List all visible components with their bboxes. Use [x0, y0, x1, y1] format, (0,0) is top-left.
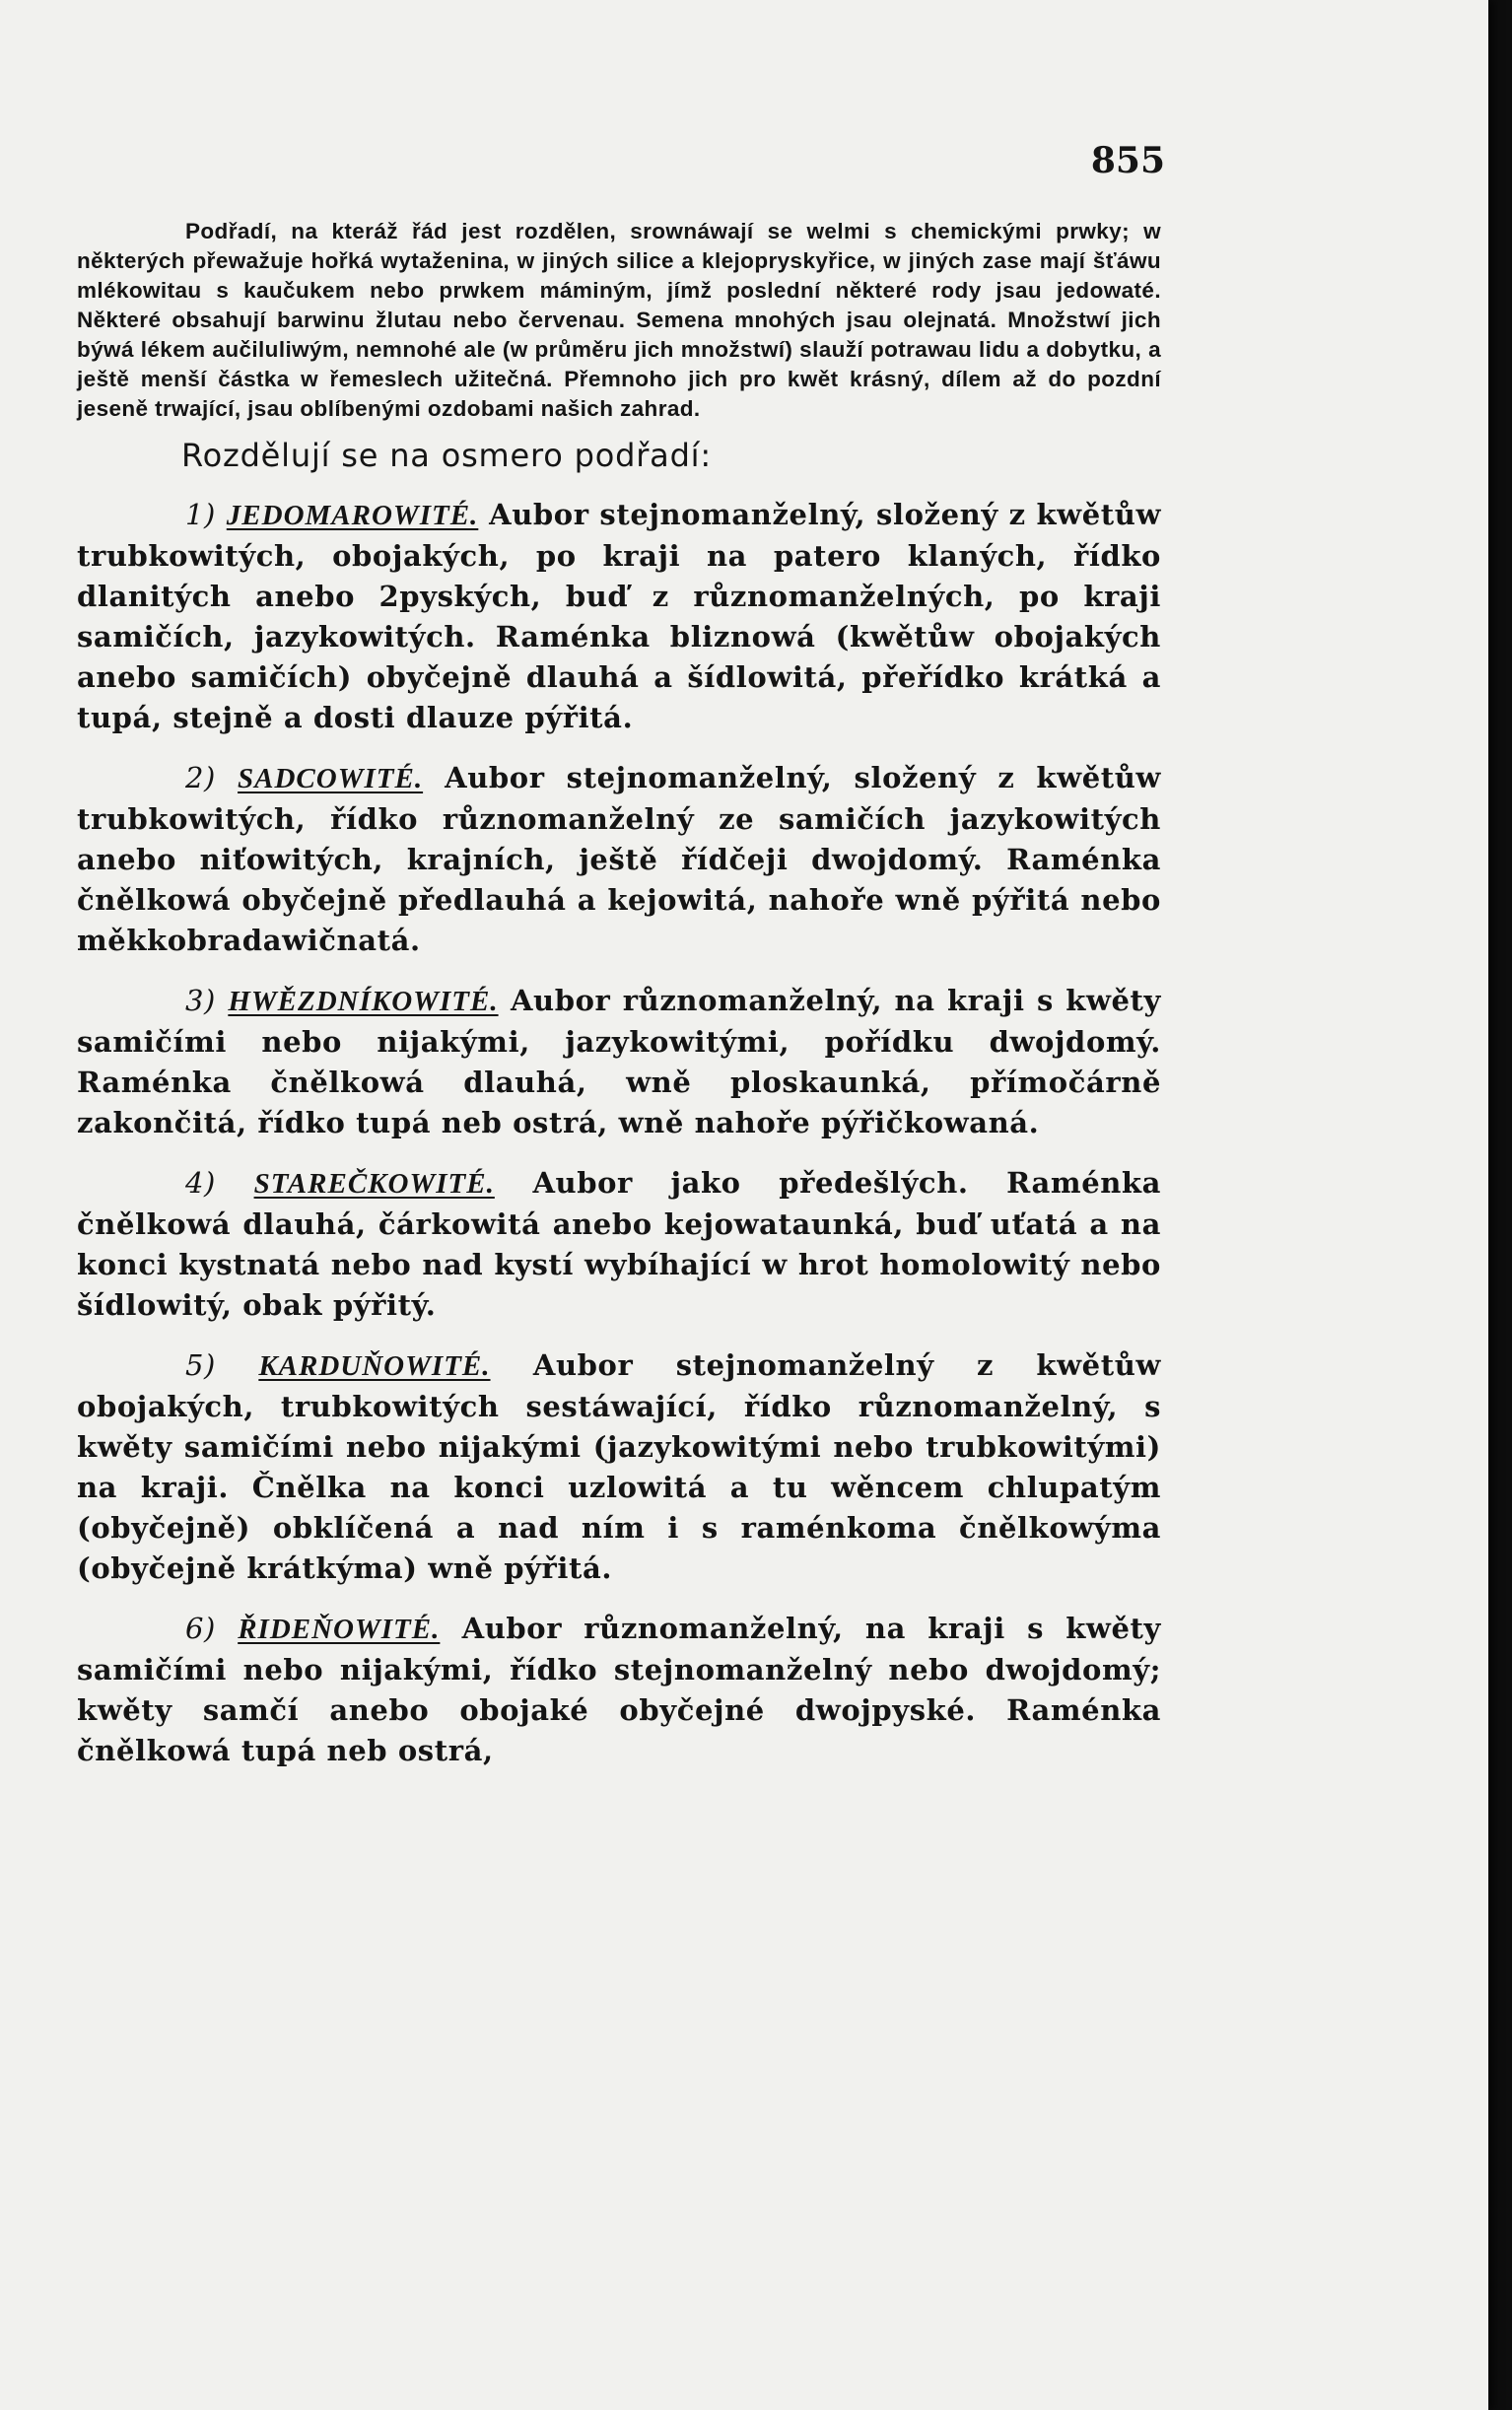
division-heading: Rozdělují se na osmero podřadí: — [181, 437, 712, 474]
section-4 — [77, 1163, 1161, 1326]
section-text: Aubor stejnomanželný, složený z kwětůw trubkowitých, řídko různomanželný ze samičích jazykowitých anebo niťowitých, krajních, ještě řídčeji dwojdomý. Raménka čnělkowá obyčejně předlauhá a kejowitá, nahoře wně pýřitá nebo měkkobradawičnatá. — [77, 761, 1161, 957]
section-text: Aubor jako předešlých. Raménka čnělkowá dlauhá, čárkowitá anebo kejowataunká, buď uťatá a na konci kystnatá nebo nad kystí wybíhající w hrot homolowitý nebo šídlowitý, obak pýřitý. — [77, 1166, 1162, 1322]
section-number: 2) — [185, 761, 216, 794]
section-title: SADCOWITÉ. — [238, 763, 424, 794]
section-5 — [77, 1345, 1161, 1589]
section-number: 3) — [185, 984, 216, 1017]
section-number: 5) — [185, 1348, 216, 1382]
section-title: KARDUŇOWITÉ. — [258, 1350, 491, 1382]
section-title: STAREČKOWITÉ. — [253, 1168, 495, 1200]
section-number: 1) — [185, 498, 216, 531]
section-title: ŘIDEŇOWITÉ. — [238, 1614, 441, 1645]
section-number: 6) — [185, 1612, 216, 1645]
intro-paragraph: Podřadí, na kteráž řád jest rozdělen, srownáwají se welmi s chemickými prwky; w některých přewažuje hořká wytaženina, w jiných silice a klejopryskyřice, w jiných zase mají šťáwu mlékowitau s kaučukem nebo prwkem máminým, jímž poslední některé rody jsau jedowaté. Některé obsahují barwinu žlutau nebo červenau. Semena mnohých jsau olejnatá. Množstwí jich býwá lékem aučiluliwým, nemnohé ale (w průměru jich množstwí) slauží potrawau lidu a dobytku, a ještě menší částka w řemeslech užitečná. Přemnoho jich pro kwět krásný, dílem až do pozdní jeseně trwající, jsau oblíbenými ozdobami našich zahrad. — [77, 219, 1161, 421]
page-number: 855 — [1090, 140, 1165, 181]
section-2 — [77, 758, 1161, 961]
section-6 — [77, 1609, 1161, 1771]
section-text: Aubor různomanželný, na kraji s kwěty samičími nebo nijakými, řídko stejnomanželný nebo dwojdomý; kwěty samčí anebo obojaké obyčejné dwojpyské. Raménka čnělkowá tupá neb ostrá, — [77, 1612, 1161, 1767]
section-text: Aubor stejnomanželný z kwětůw obojakých, trubkowitých sestáwající, řídko různomanželný, s kwěty samičími nebo nijakými (jazykowitými nebo trubkowitými) na kraji. Čnělka na konci uzlowitá a tu wěncem chlupatým (obyčejně) obklíčená a nad ním i s raménkoma čnělkowýma (obyčejně krátkýma) wně pýřitá. — [77, 1348, 1161, 1585]
section-1 — [77, 495, 1161, 738]
section-text: Aubor stejnomanželný, složený z kwětůw trubkowitých, obojakých, po kraji na patero klaných, řídko dlanitých anebo 2pyských, buď z různomanželných, po kraji samičích, jazykowitých. Raménka bliznowá (kwětůw obojakých anebo samičích) obyčejně dlauhá a šídlowitá, přeřídko krátká a tupá, stejně a dosti dlauze pýřitá. — [77, 498, 1162, 734]
section-text: Aubor různomanželný, na kraji s kwěty samičími nebo nijakými, jazykowitými, pořídku dwojdomý. Raménka čnělkowá dlauhá, wně ploskaunká, přímočárně zakončitá, řídko tupá neb ostrá, wně nahoře pýřičkowaná. — [77, 984, 1161, 1139]
section-3 — [77, 981, 1161, 1143]
section-number: 4) — [185, 1166, 216, 1200]
section-title: HWĚZDNÍKOWITÉ. — [228, 986, 499, 1017]
page-body — [77, 217, 1161, 1791]
section-title: JEDOMAROWITÉ. — [226, 500, 479, 531]
